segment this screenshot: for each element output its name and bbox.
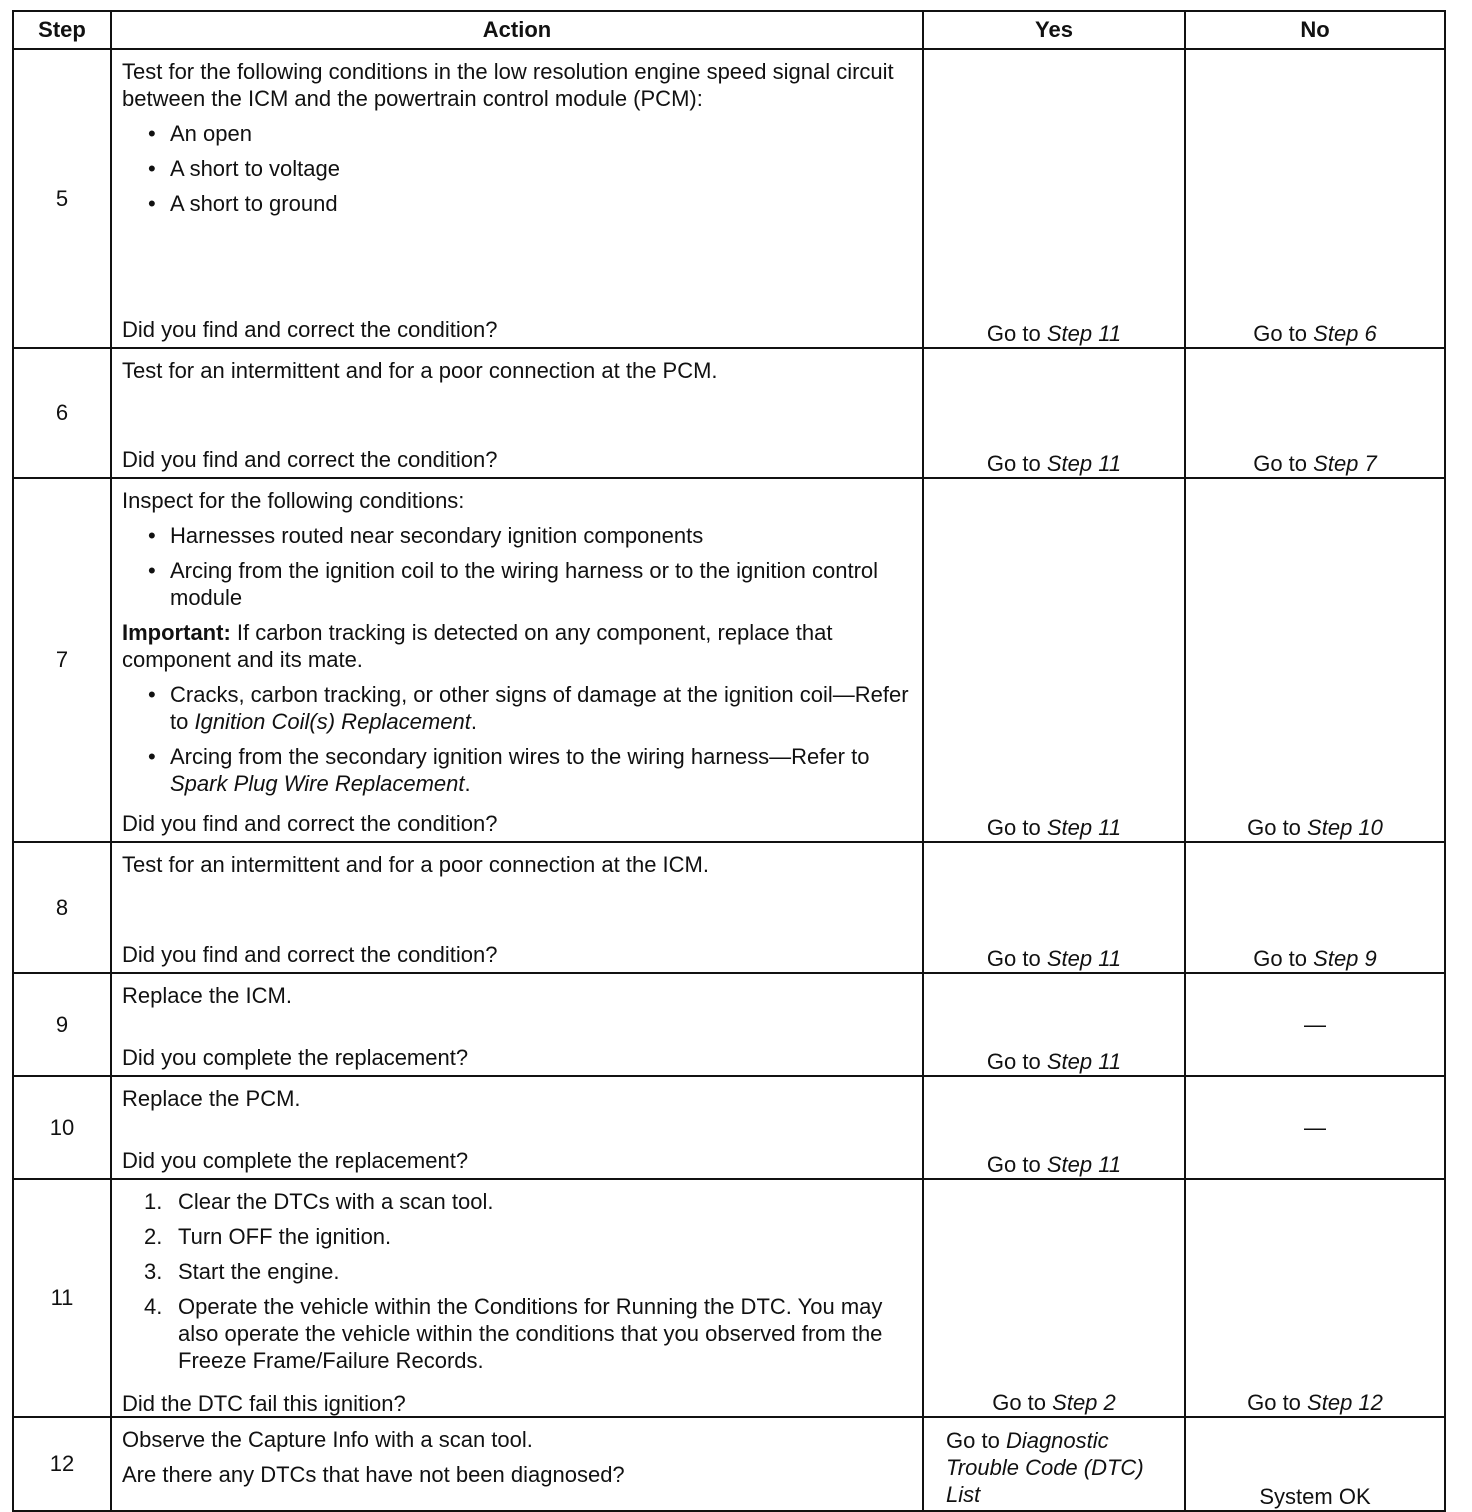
list-item (144, 1258, 912, 1285)
list-number: 2. (144, 1224, 163, 1249)
action-question: Did the DTC fail this ignition? (122, 1391, 406, 1416)
action-intro: Replace the PCM. (122, 1086, 301, 1111)
yes-cell (923, 1417, 1185, 1511)
go-to-label: Go to (1247, 815, 1301, 840)
step-number: 11 (13, 1179, 111, 1417)
go-to-label: Go to (986, 946, 1041, 971)
go-to-label: Go to (986, 1152, 1041, 1177)
step-number: 12 (13, 1417, 111, 1511)
list-item-text: Turn OFF the ignition. (178, 1224, 392, 1249)
important-label: Important: (122, 620, 231, 645)
table-row-step-9 (13, 973, 1445, 1076)
go-to-label: Go to (1253, 321, 1308, 346)
important-text: If carbon tracking is detected on any component, replace that component and its mate. (122, 620, 833, 672)
table-row-step-11 (13, 1179, 1445, 1417)
action-intro: Test for the following conditions in the low resolution engine speed signal circuit between the ICM and the powertrain control module (PCM): (122, 59, 894, 111)
yes-cell (923, 1076, 1185, 1179)
list-item: • Harnesses routed near secondary ignition components (144, 522, 912, 549)
header-step: Step (13, 11, 111, 49)
list-item-text: Clear the DTCs with a scan tool. (178, 1189, 494, 1214)
list-item: • Arcing from the secondary ignition wires to the wiring harness—Refer to Spark Plug Wire Replacement. (144, 743, 912, 797)
action-cell (111, 1417, 923, 1511)
go-to-label: Go to (1253, 451, 1308, 476)
procedure-link[interactable]: Spark Plug Wire Replacement (170, 771, 465, 796)
table-row-step-10 (13, 1076, 1445, 1179)
action-question: Did you complete the replacement? (122, 1148, 469, 1173)
step-number: 9 (13, 973, 111, 1076)
action-cell (111, 842, 923, 973)
list-item (144, 1188, 912, 1215)
procedure-link[interactable]: Diagnostic Trouble Code (DTC) List (946, 1428, 1144, 1507)
step-number: 5 (13, 49, 111, 348)
action-cell (111, 348, 923, 478)
no-cell (1185, 478, 1445, 842)
step-link[interactable]: Step 11 (1046, 946, 1122, 971)
action-intro: Test for an intermittent and for a poor connection at the PCM. (122, 358, 718, 383)
list-item: • A short to ground (144, 190, 912, 217)
no-cell (1185, 1179, 1445, 1417)
condition-list (122, 120, 912, 217)
go-to-label: Go to (992, 1390, 1047, 1415)
action-question: Did you find and correct the condition? (122, 811, 498, 836)
action-cell (111, 973, 923, 1076)
list-item-text: Cracks, carbon tracking, or other signs of damage at the ignition coil—Refer to (170, 682, 909, 734)
yes-cell (923, 1179, 1185, 1417)
table-row-step-5 (13, 49, 1445, 348)
header-no: No (1185, 11, 1445, 49)
list-item-text: Arcing from the secondary ignition wires to the wiring harness—Refer to (170, 744, 870, 769)
step-link[interactable]: Step 11 (1046, 1152, 1122, 1177)
list-item: • Arcing from the ignition coil to the wiring harness or to the ignition control module (144, 557, 912, 611)
procedure-steps (122, 1188, 912, 1382)
step-link[interactable]: Step 10 (1307, 815, 1383, 840)
diagnostic-table (12, 10, 1446, 1512)
no-cell: System OK (1185, 1417, 1445, 1511)
go-to-label: Go to (1253, 946, 1308, 971)
yes-cell (923, 842, 1185, 973)
list-item-text: Start the engine. (178, 1259, 340, 1284)
action-question: Did you find and correct the condition? (122, 317, 498, 342)
action-intro: Test for an intermittent and for a poor connection at the ICM. (122, 852, 709, 877)
header-yes: Yes (923, 11, 1185, 49)
go-to-label: Go to (946, 1428, 1000, 1453)
yes-cell (923, 49, 1185, 348)
list-item: • An open (144, 120, 912, 147)
action-question: Are there any DTCs that have not been diagnosed? (122, 1462, 625, 1487)
list-item-text: Operate the vehicle within the Conditions for Running the DTC. You may also operate the vehicle within the conditions that you observed from the Freeze Frame/Failure Records. (178, 1294, 883, 1373)
header-action: Action (111, 11, 923, 49)
list-number: 3. (144, 1259, 163, 1284)
action-intro: Replace the ICM. (122, 983, 292, 1008)
no-cell (1185, 348, 1445, 478)
step-link[interactable]: Step 11 (1046, 815, 1122, 840)
step-link[interactable]: Step 7 (1313, 451, 1377, 476)
step-link[interactable]: Step 11 (1046, 1049, 1122, 1074)
header-row (13, 11, 1445, 49)
yes-cell (923, 478, 1185, 842)
step-link[interactable]: Step 2 (1052, 1390, 1116, 1415)
no-cell: — (1185, 973, 1445, 1076)
step-link[interactable]: Step 11 (1046, 451, 1122, 476)
no-cell (1185, 49, 1445, 348)
go-to-label: Go to (986, 815, 1041, 840)
action-cell (111, 49, 923, 348)
step-link[interactable]: Step 12 (1307, 1390, 1383, 1415)
action-cell (111, 1179, 923, 1417)
go-to-label: Go to (986, 451, 1041, 476)
step-link[interactable]: Step 6 (1313, 321, 1377, 346)
procedure-link[interactable]: Ignition Coil(s) Replacement (194, 709, 471, 734)
action-intro: Observe the Capture Info with a scan tool. (122, 1427, 533, 1452)
important-note (122, 619, 912, 673)
list-item (144, 1293, 912, 1374)
table-row-step-7 (13, 478, 1445, 842)
step-link[interactable]: Step 11 (1046, 321, 1122, 346)
go-to-label: Go to (986, 1049, 1041, 1074)
step-number: 10 (13, 1076, 111, 1179)
go-to-label: Go to (1247, 1390, 1301, 1415)
action-cell (111, 478, 923, 842)
condition-list (122, 522, 912, 611)
step-number: 7 (13, 478, 111, 842)
condition-list (122, 681, 912, 797)
action-question: Did you find and correct the condition? (122, 942, 498, 967)
action-intro: Inspect for the following conditions: (122, 488, 465, 513)
list-item: • Cracks, carbon tracking, or other signs of damage at the ignition coil—Refer to Ignition Coil(s) Replacement. (144, 681, 912, 735)
table-row-step-6 (13, 348, 1445, 478)
table-row-step-12 (13, 1417, 1445, 1511)
action-cell (111, 1076, 923, 1179)
yes-cell (923, 348, 1185, 478)
list-number: 1. (144, 1189, 163, 1214)
go-to-label: Go to (986, 321, 1041, 346)
step-number: 6 (13, 348, 111, 478)
list-number: 4. (144, 1294, 163, 1319)
table-row-step-8 (13, 842, 1445, 973)
no-cell (1185, 842, 1445, 973)
step-number: 8 (13, 842, 111, 973)
list-item: • A short to voltage (144, 155, 912, 182)
list-item (144, 1223, 912, 1250)
yes-cell (923, 973, 1185, 1076)
action-question: Did you find and correct the condition? (122, 447, 498, 472)
step-link[interactable]: Step 9 (1313, 946, 1377, 971)
no-cell: — (1185, 1076, 1445, 1179)
action-question: Did you complete the replacement? (122, 1045, 469, 1070)
